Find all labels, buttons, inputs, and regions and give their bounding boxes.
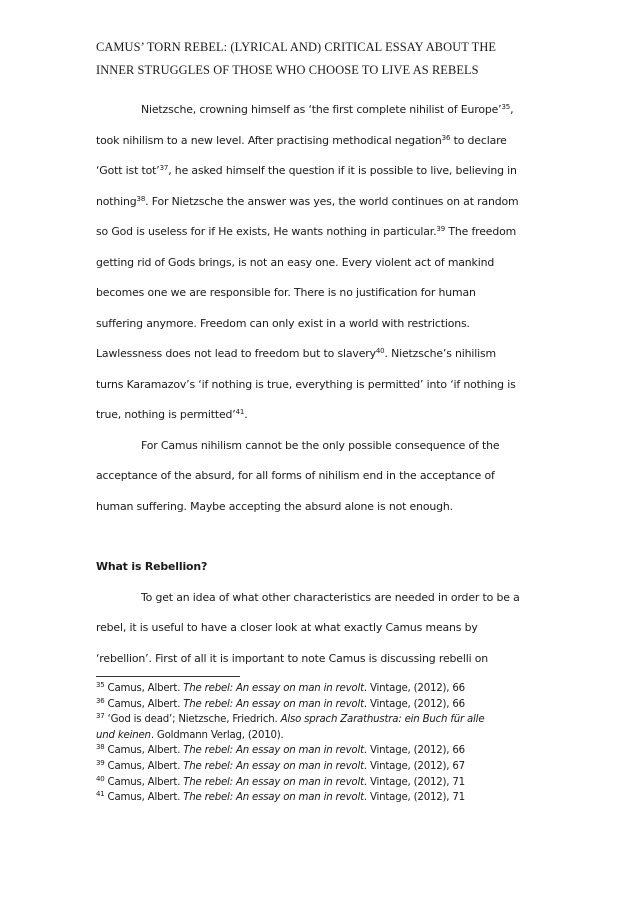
footnote-39 xyxy=(96,759,546,775)
running-header xyxy=(96,36,566,82)
book-title: Also sprach Zarathustra: ein Buch für alle xyxy=(280,714,485,726)
text-run: , xyxy=(510,103,514,116)
footnotes xyxy=(96,681,546,806)
footnote-number: 39 xyxy=(96,758,105,767)
text-run: . Vintage, (2012), 67 xyxy=(363,760,465,772)
body-line: acceptance of the absurd, for all forms of nihilism end in the acceptance of xyxy=(96,469,495,482)
body-line xyxy=(96,95,546,126)
text-run: took nihilism to a new level. After practising methodical negation xyxy=(96,133,442,147)
text-run: The freedom xyxy=(445,225,517,238)
footnote-separator xyxy=(96,676,240,677)
footnote-ref-38[interactable]: 38 xyxy=(136,194,146,203)
body-line: turns Karamazov’s ‘if nothing is true, everything is permitted’ into ‘if nothing is xyxy=(96,377,516,391)
text-run: true, nothing is permitted’ xyxy=(96,408,236,421)
text-run: Lawlessness does not lead to freedom but to slavery xyxy=(96,347,376,360)
footnote-37 xyxy=(96,712,546,728)
text-run: , he asked himself the question if it is possible to live, believing in xyxy=(168,164,517,177)
body-line xyxy=(96,156,546,187)
body-line: becomes one we are responsible for. There is no justification for human xyxy=(96,286,476,299)
text-run: . Vintage, (2012), 71 xyxy=(363,792,465,804)
text-run: . Vintage, (2012), 71 xyxy=(363,776,465,788)
footnote-37-continued xyxy=(96,728,546,744)
text-run: Camus, Albert. xyxy=(104,776,184,788)
body-line: For Camus nihilism cannot be the only possible consequence of the xyxy=(141,438,500,452)
text-run: . For Nietzsche the answer was yes, the world continues on at random xyxy=(145,194,519,208)
footnote-ref-35[interactable]: 35 xyxy=(501,103,511,111)
footnote-ref-41[interactable]: 41 xyxy=(235,408,245,416)
footnote-35 xyxy=(96,681,546,697)
body-line: rebel, it is useful to have a closer look at what exactly Camus means by xyxy=(96,621,478,634)
footnote-ref-39[interactable]: 39 xyxy=(436,225,446,233)
book-title: The rebel: An essay on man in revolt xyxy=(183,760,364,772)
text-run: . Vintage, (2012), 66 xyxy=(363,745,465,757)
book-title: The rebel: An essay on man in revolt xyxy=(183,698,364,710)
text-run: Camus, Albert. xyxy=(104,698,184,710)
text-run: Camus, Albert. xyxy=(104,745,184,757)
text-run: . Vintage, (2012), 66 xyxy=(363,698,465,710)
text-run: ‘God is dead’; Nietzsche, Friedrich. xyxy=(104,714,281,726)
footnote-ref-40[interactable]: 40 xyxy=(375,347,385,355)
text-run: Camus, Albert. xyxy=(104,683,184,694)
footnote-38 xyxy=(96,743,546,759)
body-line: To get an idea of what other characteristics are needed in order to be a xyxy=(141,590,520,604)
section-heading: What is Rebellion? xyxy=(96,560,208,573)
footnote-41 xyxy=(96,790,546,806)
body-line: ‘rebellion’. First of all it is important to note Camus is discussing rebelli on xyxy=(96,651,489,665)
footnote-40 xyxy=(96,775,546,791)
footnote-number: 41 xyxy=(96,790,105,799)
body-line xyxy=(96,400,546,431)
paragraph-gap xyxy=(96,522,546,552)
text-run: to declare xyxy=(450,133,507,147)
body-line: getting rid of Gods brings, is not an easy one. Every violent act of mankind xyxy=(96,255,495,269)
body-line xyxy=(96,339,546,370)
footnote-ref-37[interactable]: 37 xyxy=(159,164,169,172)
text-run: nothing xyxy=(96,194,137,208)
text-run: Camus, Albert. xyxy=(104,792,184,804)
text-run: . Vintage, (2012), 66 xyxy=(363,683,465,694)
text-run: ‘Gott ist tot’ xyxy=(96,164,160,177)
body-line: human suffering. Maybe accepting the absurd alone is not enough. xyxy=(96,499,453,513)
book-title: The rebel: An essay on man in revolt xyxy=(183,776,364,788)
body-line xyxy=(96,187,546,218)
footnote-ref-36[interactable]: 36 xyxy=(441,133,451,142)
footnote-number: 35 xyxy=(96,681,105,689)
text-run: Camus, Albert. xyxy=(104,760,184,772)
header-line-2: INNER STRUGGLES OF THOSE WHO CHOOSE TO LIVE AS REBELS xyxy=(96,63,479,77)
body-text xyxy=(96,95,546,674)
footnote-number: 40 xyxy=(96,774,105,783)
text-run: . Nietzsche’s nihilism xyxy=(384,347,497,360)
footnote-36 xyxy=(96,697,546,713)
book-title: The rebel: An essay on man in revolt xyxy=(183,683,364,694)
book-title: The rebel: An essay on man in revolt xyxy=(183,745,364,757)
footnote-number: 37 xyxy=(96,712,105,721)
header-line-1: CAMUS’ TORN REBEL: (LYRICAL AND) CRITICAL ESSAY ABOUT THE xyxy=(96,40,497,54)
body-line xyxy=(96,126,546,157)
text-run: so God is useless for if He exists, He wants nothing in particular. xyxy=(96,225,437,238)
text-run: . xyxy=(244,408,248,421)
book-title: The rebel: An essay on man in revolt xyxy=(183,792,364,804)
text-run: . Goldmann Verlag, (2010). xyxy=(150,729,284,741)
body-line: suffering anymore. Freedom can only exist in a world with restrictions. xyxy=(96,316,470,330)
body-line xyxy=(96,217,546,248)
book-title: und keinen xyxy=(96,729,151,741)
text-run: Nietzsche, crowning himself as ‘the first complete nihilist of Europe’ xyxy=(141,103,502,116)
footnote-number: 38 xyxy=(96,743,105,752)
footnote-number: 36 xyxy=(96,696,105,705)
